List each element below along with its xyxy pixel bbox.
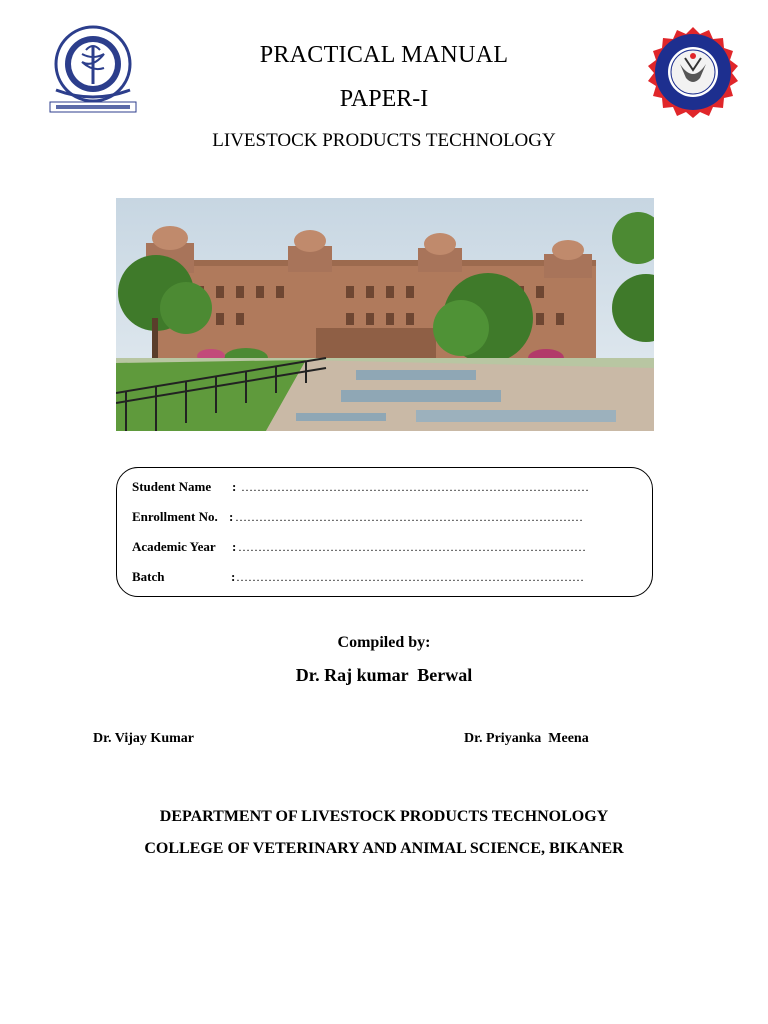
academic-year-field[interactable]: …………………………………………………………………………… bbox=[238, 540, 586, 554]
student-name-separator: : bbox=[232, 479, 237, 494]
college-building-photo bbox=[116, 198, 654, 431]
academic-year-row bbox=[132, 539, 586, 555]
compiled-by-label: Compiled by: bbox=[337, 634, 431, 651]
student-name-field[interactable]: …………………………………………………………………………… bbox=[241, 480, 589, 494]
batch-field[interactable]: …………………………………………………………………………… bbox=[236, 570, 584, 584]
student-name-label: Student Name bbox=[132, 479, 212, 494]
batch-separator: : bbox=[231, 569, 236, 584]
co-author-left: Dr. Vijay Kumar bbox=[93, 731, 194, 746]
enrollment-row bbox=[132, 509, 583, 525]
subject-title: LIVESTOCK PRODUCTS TECHNOLOGY bbox=[212, 130, 556, 151]
college-name: COLLEGE OF VETERINARY AND ANIMAL SCIENCE, BIKANER bbox=[144, 840, 624, 857]
academic-year-separator: : bbox=[232, 539, 237, 554]
main-author: Dr. Raj kumar Berwal bbox=[295, 665, 473, 685]
enrollment-label: Enrollment No. bbox=[132, 509, 218, 524]
manual-title: PRACTICAL MANUAL bbox=[259, 42, 509, 68]
enrollment-separator: : bbox=[229, 509, 234, 524]
academic-year-label: Academic Year bbox=[132, 539, 216, 554]
paper-title: PAPER-I bbox=[339, 86, 429, 112]
department-name: DEPARTMENT OF LIVESTOCK PRODUCTS TECHNOLOGY bbox=[159, 808, 609, 825]
student-details-box bbox=[116, 467, 653, 597]
batch-row bbox=[132, 569, 584, 585]
enrollment-field[interactable]: …………………………………………………………………………… bbox=[235, 510, 583, 524]
batch-label: Batch bbox=[132, 569, 165, 584]
co-author-right: Dr. Priyanka Meena bbox=[464, 731, 589, 746]
student-name-row bbox=[132, 479, 589, 495]
